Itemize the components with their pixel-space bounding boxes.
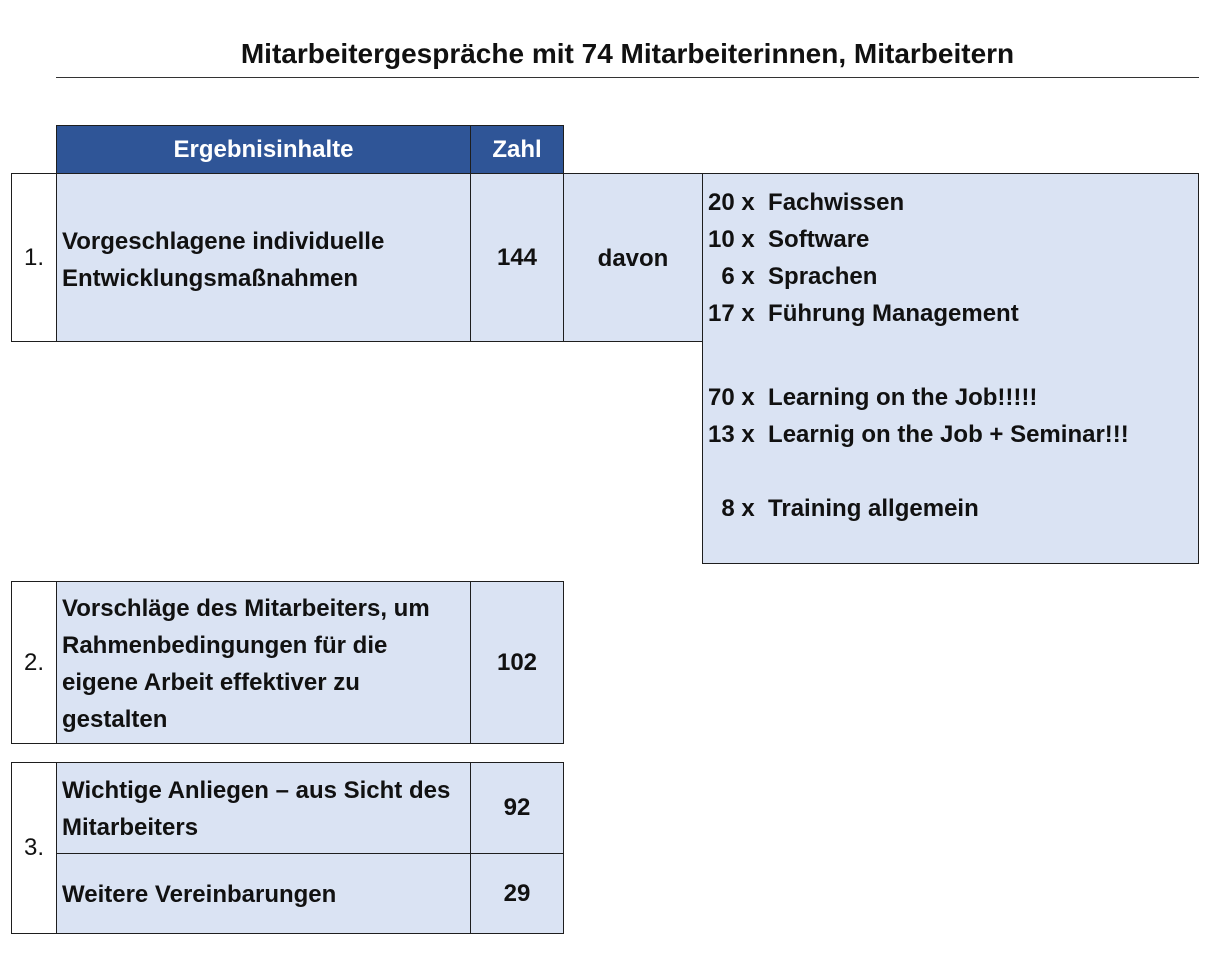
- row2-label-line: eigene Arbeit effektiver zu: [62, 669, 360, 696]
- row3a-count: 92: [470, 762, 564, 854]
- row1-label-line: Vorgeschlagene individuelle: [62, 228, 385, 255]
- row1-label: [56, 173, 471, 342]
- header-zahl: Zahl: [470, 125, 564, 174]
- row1-details-group-c: [708, 490, 1188, 527]
- detail-item: 8 x Training allgemein: [708, 495, 979, 522]
- title-underline: [56, 77, 1199, 78]
- row2-number: 2.: [11, 581, 57, 744]
- detail-item: 17 x Führung Management: [708, 300, 1019, 327]
- page-title: Mitarbeitergespräche mit 74 Mitarbeiterinnen, Mitarbeitern: [240, 38, 1015, 69]
- row3a-label: [56, 762, 471, 854]
- row1-number: 1.: [11, 173, 57, 342]
- header-ergebnisinhalte: Ergebnisinhalte: [56, 125, 471, 174]
- row1-davon-label: davon: [597, 244, 669, 272]
- row3a-label-line: Mitarbeiters: [62, 814, 199, 841]
- row3a-label-line: Wichtige Anliegen – aus Sicht des: [62, 777, 451, 804]
- row1-label-line: Entwicklungsmaßnahmen: [62, 265, 359, 292]
- detail-item: 13 x Learnig on the Job + Seminar!!!: [708, 421, 1129, 448]
- row1-details-group-b: [708, 379, 1188, 453]
- row2-label: [56, 581, 471, 744]
- row2-label-line: gestalten: [62, 706, 168, 733]
- detail-item: 20 x Fachwissen: [708, 189, 905, 216]
- detail-item: 10 x Software: [708, 226, 870, 253]
- row3b-count: 29: [470, 853, 564, 934]
- panel-join: [704, 338, 1198, 346]
- row3-number: 3.: [11, 762, 57, 934]
- detail-item: 6 x Sprachen: [708, 263, 878, 290]
- row3b-label-line: Weitere Vereinbarungen: [62, 881, 337, 908]
- row2-label-line: Rahmenbedingungen für die: [62, 632, 388, 659]
- row3b-label: [56, 853, 471, 934]
- row1-details-group-a: [708, 184, 1188, 332]
- row2-label-line: Vorschläge des Mitarbeiters, um: [62, 595, 430, 622]
- row1-count: 144: [470, 173, 564, 342]
- row2-count: 102: [470, 581, 564, 744]
- detail-item: 70 x Learning on the Job!!!!!: [708, 384, 1038, 411]
